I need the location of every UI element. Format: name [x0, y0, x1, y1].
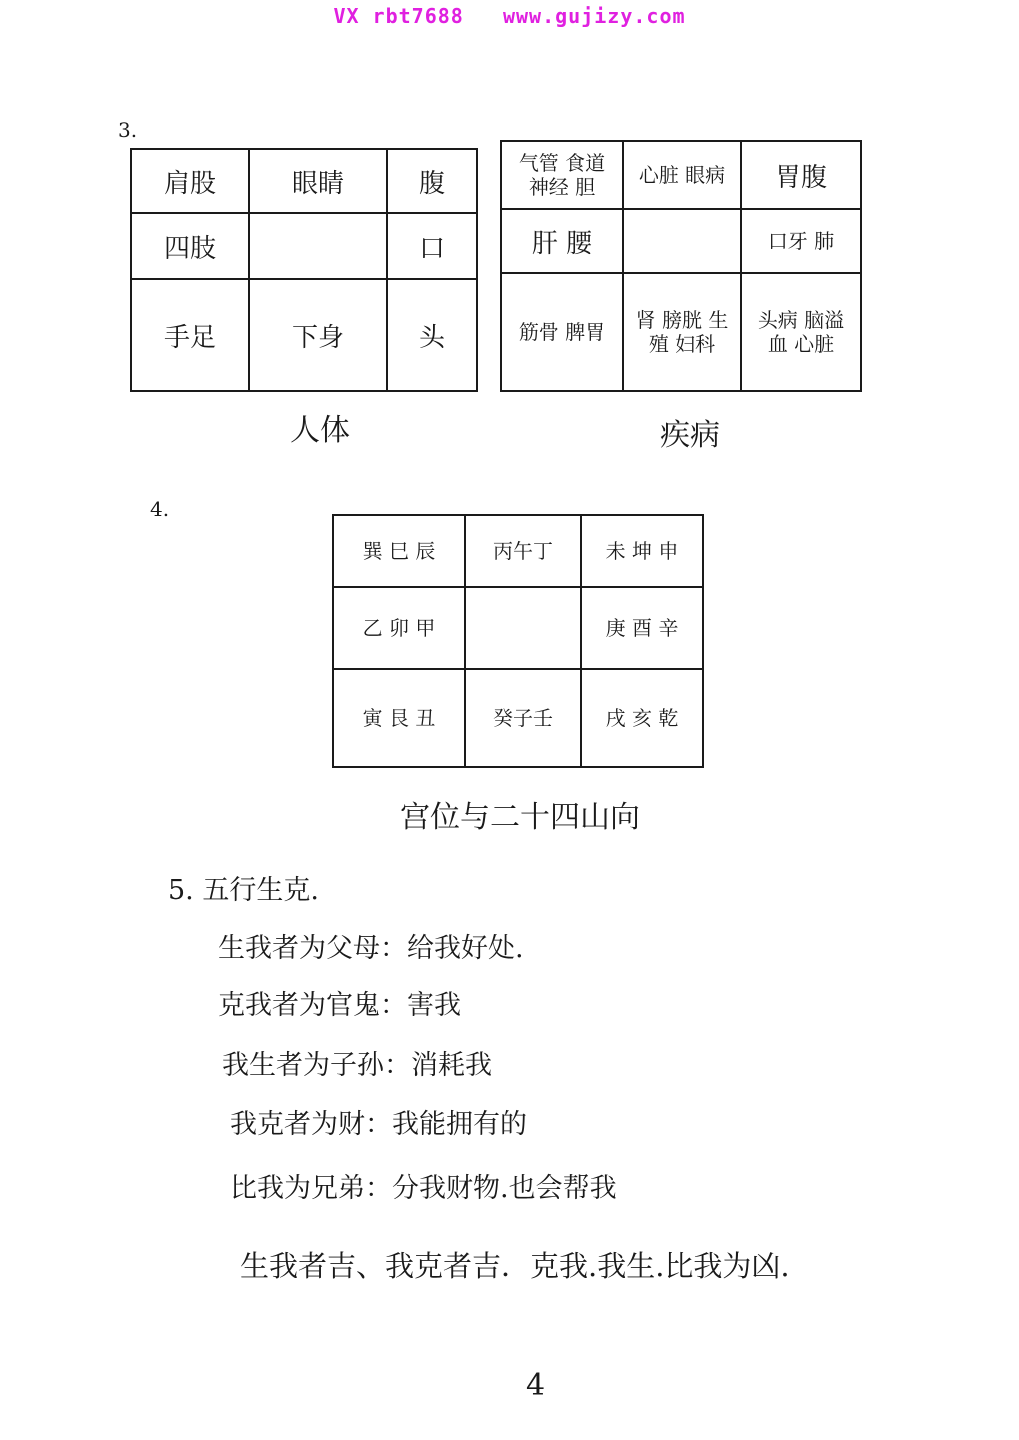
palace-cell: 丙午丁 — [465, 515, 581, 587]
disease-cell: 口牙 肺 — [741, 209, 861, 273]
palace-cell: 癸子壬 — [465, 669, 581, 767]
body-caption: 人体 — [290, 413, 350, 448]
relation-line: 我生者为子孙：消耗我 — [222, 1050, 492, 1081]
palace-cell: 乙 卯 甲 — [333, 587, 465, 669]
disease-cell: 胃腹 — [741, 141, 861, 209]
body-table — [130, 148, 478, 392]
relation-line: 我克者为财：我能拥有的 — [230, 1109, 527, 1140]
summary-line: 生我者吉、我克者吉．克我.我生.比我为凶. — [240, 1249, 790, 1283]
palace-caption: 宫位与二十四山向 — [400, 800, 640, 835]
disease-cell: 肾 膀胱 生殖 妇科 — [623, 273, 741, 391]
section-5-title: 5. 五行生克. — [168, 875, 319, 906]
body-cell: 下身 — [249, 279, 387, 391]
palace-cell: 庚 酉 辛 — [581, 587, 703, 669]
disease-table — [500, 140, 862, 392]
palace-table — [332, 514, 704, 768]
palace-cell: 未 坤 申 — [581, 515, 703, 587]
palace-cell: 戌 亥 乾 — [581, 669, 703, 767]
disease-caption: 疾病 — [660, 418, 720, 453]
body-cell: 手足 — [131, 279, 249, 391]
disease-cell: 头病 脑溢血 心脏 — [741, 273, 861, 391]
watermark: VX rbt7688 www.gujizy.com — [333, 4, 686, 28]
disease-cell: 气管 食道 神经 胆 — [501, 141, 623, 209]
body-cell: 口 — [387, 213, 477, 279]
section-3-number: 3. — [118, 118, 138, 142]
body-cell: 眼睛 — [249, 149, 387, 213]
section-4-number: 4. — [150, 497, 170, 521]
palace-cell: 寅 艮 丑 — [333, 669, 465, 767]
palace-cell: 巽 巳 辰 — [333, 515, 465, 587]
disease-cell: 心脏 眼病 — [623, 141, 741, 209]
palace-cell — [465, 587, 581, 669]
disease-cell: 肝 腰 — [501, 209, 623, 273]
body-cell: 腹 — [387, 149, 477, 213]
body-cell: 头 — [387, 279, 477, 391]
body-cell — [249, 213, 387, 279]
relation-line: 生我者为父母：给我好处. — [218, 933, 524, 964]
disease-cell: 筋骨 脾胃 — [501, 273, 623, 391]
relation-line: 比我为兄弟：分我财物.也会帮我 — [230, 1173, 617, 1204]
body-cell: 肩股 — [131, 149, 249, 213]
body-cell: 四肢 — [131, 213, 249, 279]
page-number: 4 — [526, 1368, 546, 1403]
disease-cell — [623, 209, 741, 273]
relation-line: 克我者为官鬼：害我 — [218, 990, 461, 1021]
